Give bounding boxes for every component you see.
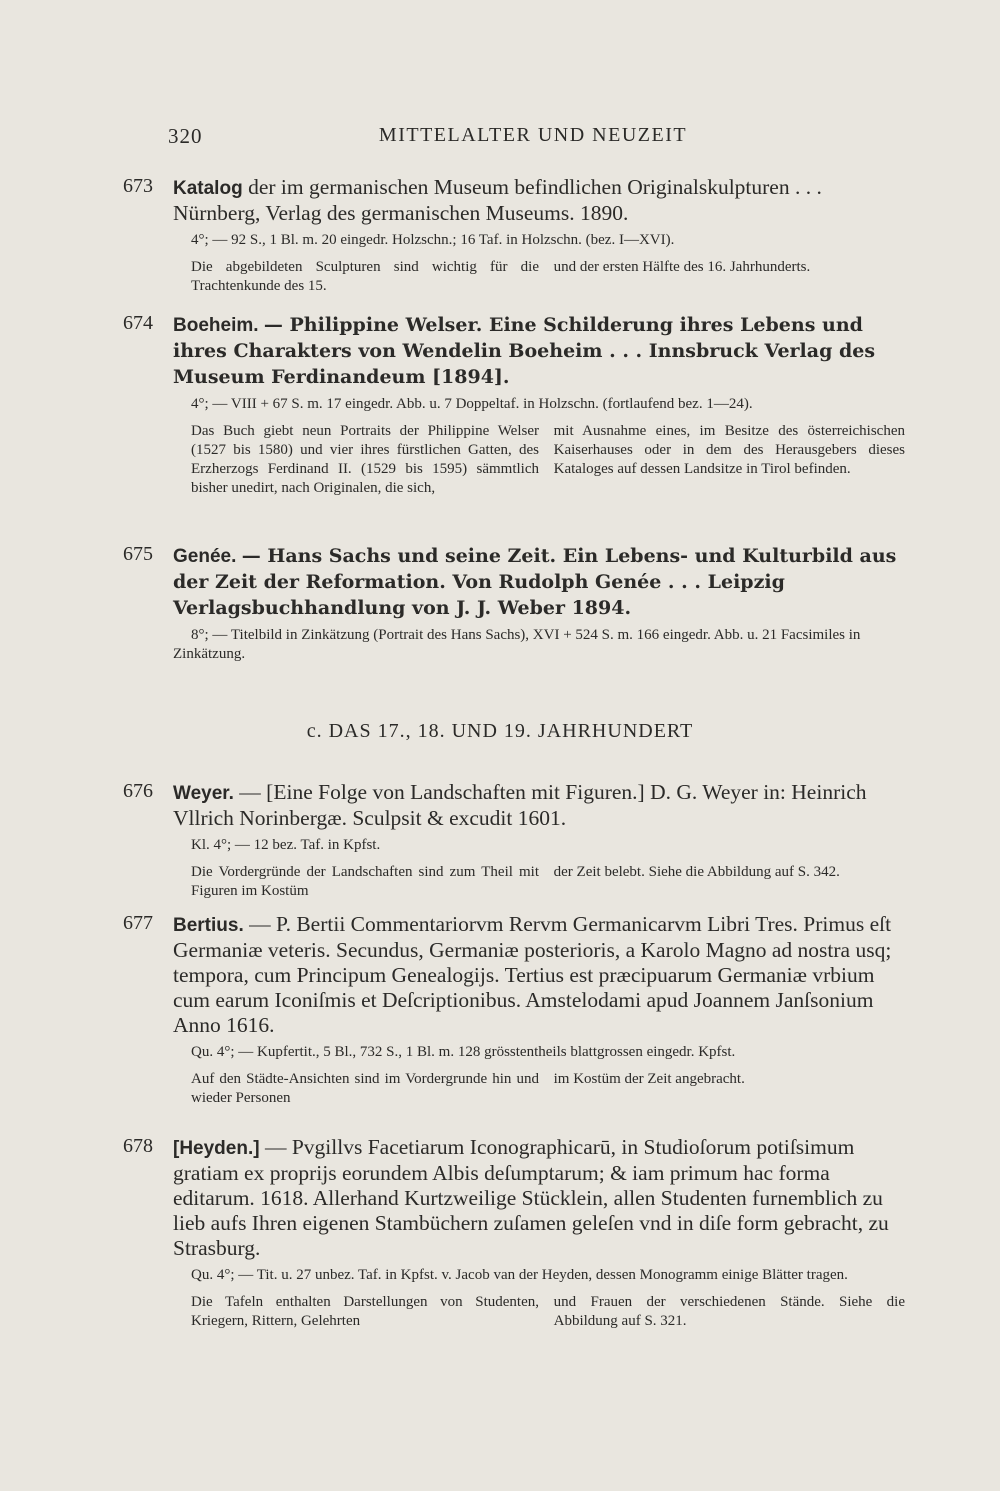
entry-title bbox=[173, 1135, 905, 1261]
entry-collation: 8°; — Titelbild in Zinkätzung (Portrait des Hans Sachs), XVI + 524 S. m. 166 eingedr. Abb. u. 21 Facsimiles in Zinkätzung. bbox=[173, 627, 861, 662]
note-right: und Frauen der verschiedenen Stände. Siehe die Abbildung auf S. 321. bbox=[553, 1294, 905, 1329]
entry-title bbox=[173, 312, 905, 390]
entry-number: 676 bbox=[123, 780, 153, 802]
entry-notes bbox=[173, 258, 905, 296]
entry-title-text: — P. Bertii Commentariorvm Rervm Germanicarvm Libri Tres. Primus eſt Germaniæ veteris. Secundus, Germaniæ posterioris, a Karolo Magno ad nostra usq; tempora, cum Principum Genealogijs. Tertius est præcipuarum Germaniæ vrbium cum earum Iconiſmis et Deſcriptionibus. Amstelodami apud Joannem Janſsonium Anno 1616. bbox=[173, 912, 892, 1037]
entry-title-text: — Pvgillvs Facetiarum Iconographicarū, in Studioſorum potiſsimum gratiam ex proprijs eorundem Albis deſumptarum; & iam primum hac forma editarum. 1618. Allerhand Kurtzweilige Stücklein, allen Studenten furnemblich zu lieb aufs Ihren eigenen Stambüchern zuſamen geleſen vnd in diſe form gebracht, zu Strasburg. bbox=[173, 1135, 889, 1260]
running-header bbox=[168, 124, 898, 154]
note-left: Auf den Städte-Ansichten sind im Vordergrunde hin und wieder Personen bbox=[191, 1071, 539, 1106]
entry-notes bbox=[173, 863, 905, 901]
entry-title-text: — [Eine Folge von Landschaften mit Figuren.] D. G. Weyer in: Heinrich Vllrich Norinbergæ. Sculpsit & excudit 1601. bbox=[173, 780, 867, 830]
entry-author: Bertius. bbox=[173, 915, 244, 936]
catalog-entry-673 bbox=[123, 175, 905, 296]
note-left: Das Buch giebt neun Portraits der Philippine Welser (1527 bis 1580) und vier ihres fürstlichen Gatten, des Erzherzogs Ferdinand II. (1529 bis 1595) sämmtlich bisher unedirt, nach Originalen, die sich, bbox=[191, 423, 539, 496]
entry-number: 673 bbox=[123, 175, 153, 197]
entry-title bbox=[173, 175, 905, 226]
entry-title-text: — Philippine Welser. Eine Schilderung ihres Lebens und ihres Charakters von Wendelin Boeheim . . . Innsbruck Verlag des Museum Ferdinandeum [1894]. bbox=[173, 314, 876, 388]
entry-author: Weyer. bbox=[173, 783, 234, 804]
catalog-entry-677 bbox=[123, 912, 905, 1108]
entry-author: Katalog bbox=[173, 178, 243, 199]
entry-number: 675 bbox=[123, 543, 153, 565]
entry-author: Genée. bbox=[173, 546, 237, 567]
note-right: der Zeit belebt. Siehe die Abbildung auf S. 342. bbox=[553, 864, 840, 880]
entry-collation: Qu. 4°; — Kupfertit., 5 Bl., 732 S., 1 Bl. m. 128 grösstentheils blattgrossen eingedr. Kpfst. bbox=[191, 1044, 736, 1060]
entry-collation: Qu. 4°; — Tit. u. 27 unbez. Taf. in Kpfst. v. Jacob van der Heyden, dessen Monogramm einige Blätter tragen. bbox=[191, 1267, 848, 1283]
note-left: Die Tafeln enthalten Darstellungen von Studenten, Kriegern, Rittern, Gelehrten bbox=[191, 1294, 539, 1329]
note-left: Die Vordergründe der Landschaften sind zum Theil mit Figuren im Kostüm bbox=[191, 864, 539, 899]
entry-number: 678 bbox=[123, 1135, 153, 1157]
note-right: mit Ausnahme eines, im Besitze des österreichischen Kaiserhauses oder in dem des Herausgebers dieses Kataloges auf dessen Landsitze in Tirol befinden. bbox=[553, 423, 905, 477]
entry-collation: 4°; — VIII + 67 S. m. 17 eingedr. Abb. u. 7 Doppeltaf. in Holzschn. (fortlaufend bez. 1—24). bbox=[191, 396, 753, 412]
catalog-entry-675 bbox=[123, 543, 905, 664]
catalog-entry-676 bbox=[123, 780, 905, 901]
catalog-entry-674 bbox=[123, 312, 905, 498]
entry-collation: Kl. 4°; — 12 bez. Taf. in Kpfst. bbox=[191, 837, 381, 853]
entry-number: 674 bbox=[123, 312, 153, 334]
entry-title bbox=[173, 780, 905, 831]
note-right: und der ersten Hälfte des 16. Jahrhunderts. bbox=[553, 259, 811, 275]
entry-collation: 4°; — 92 S., 1 Bl. m. 20 eingedr. Holzschn.; 16 Taf. in Holzschn. (bez. I—XVI). bbox=[191, 232, 675, 248]
entry-notes bbox=[173, 1070, 905, 1108]
entry-notes bbox=[173, 422, 905, 498]
entry-notes bbox=[173, 1293, 905, 1331]
note-right: im Kostüm der Zeit angebracht. bbox=[553, 1071, 745, 1087]
entry-title-text: — Hans Sachs und seine Zeit. Ein Lebens- und Kulturbild aus der Zeit der Reformation. Von Rudolph Genée . . . Leipzig Verlagsbuchhandlung von J. J. Weber 1894. bbox=[173, 545, 897, 619]
page-number: 320 bbox=[168, 124, 203, 148]
entry-title bbox=[173, 912, 905, 1038]
entry-number: 677 bbox=[123, 912, 153, 934]
section-heading: c. DAS 17., 18. UND 19. JAHRHUNDERT bbox=[306, 720, 694, 742]
entry-author: Boeheim. bbox=[173, 315, 259, 336]
note-left: Die abgebildeten Sculpturen sind wichtig für die Trachtenkunde des 15. bbox=[191, 259, 539, 294]
entry-author: [Heyden.] bbox=[173, 1138, 260, 1159]
running-title: MITTELALTER UND NEUZEIT bbox=[378, 124, 688, 146]
entry-title bbox=[173, 543, 905, 621]
catalog-entry-678 bbox=[123, 1135, 905, 1331]
entry-title-text: der im germanischen Museum befindlichen Originalskulpturen . . . Nürnberg, Verlag des germanischen Museums. 1890. bbox=[173, 175, 822, 225]
